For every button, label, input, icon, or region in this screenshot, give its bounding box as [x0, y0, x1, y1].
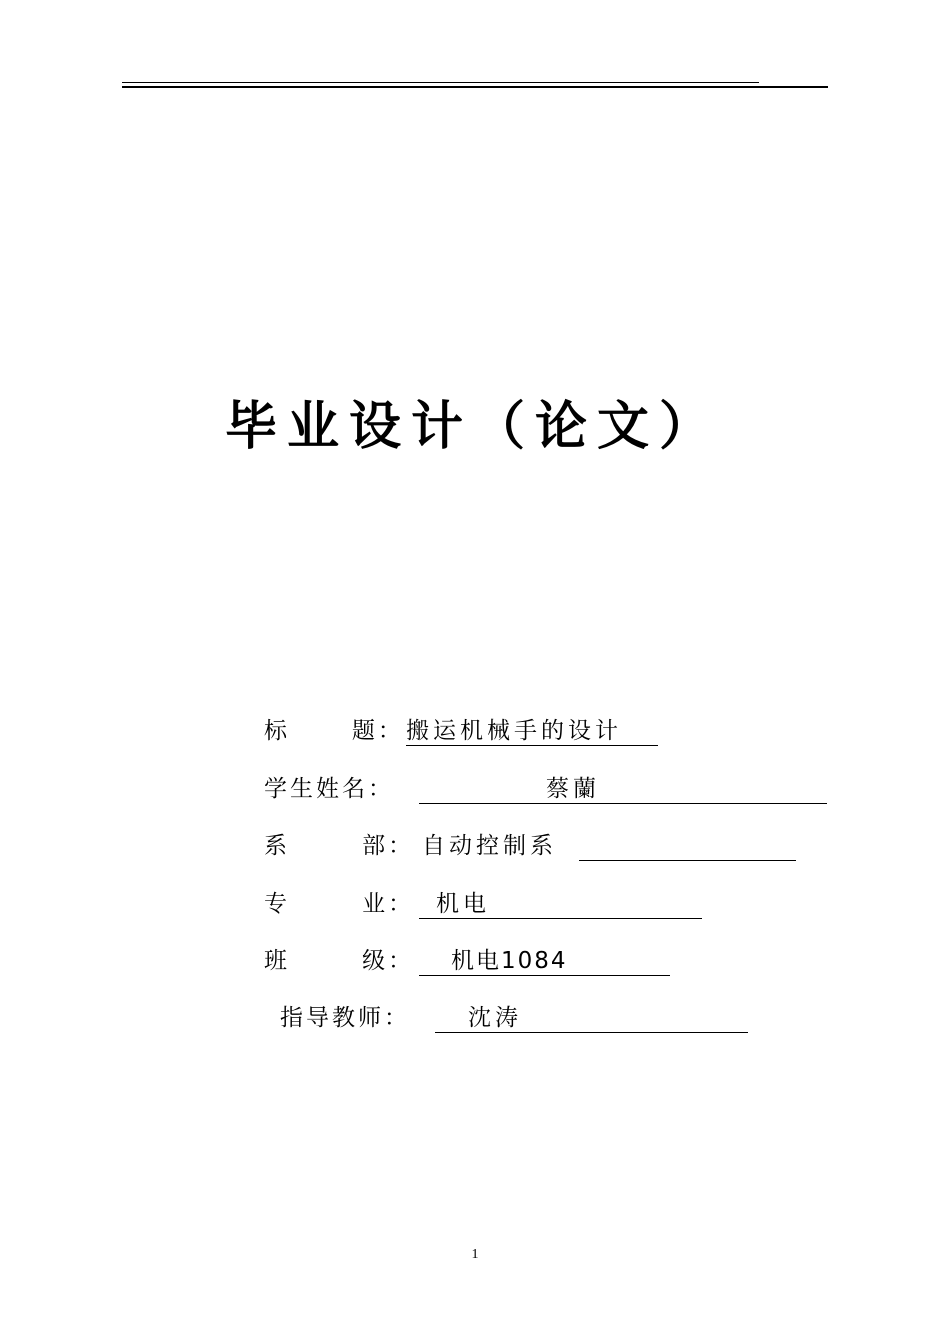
document-title: 毕业设计（论文）	[225, 397, 722, 457]
class-value: 机电1084	[451, 948, 568, 974]
department-value: 自动控制系	[422, 833, 557, 859]
info-row-title	[264, 714, 684, 748]
info-row-class	[264, 944, 684, 978]
major-label: 专 业：	[264, 891, 415, 917]
advisor-underline	[435, 1032, 748, 1033]
info-row-department	[264, 829, 804, 863]
info-row-advisor	[280, 1001, 760, 1035]
department-label: 系 部：	[264, 833, 415, 859]
info-row-student	[264, 772, 834, 806]
department-underline	[579, 860, 796, 861]
info-row-major	[264, 887, 714, 921]
class-label: 班 级：	[264, 948, 415, 974]
major-underline	[419, 918, 702, 919]
student-underline	[419, 803, 827, 804]
title-label: 标 题：	[264, 718, 404, 744]
header-rule-thick	[122, 86, 828, 88]
page-number: 1	[471, 1247, 479, 1262]
advisor-label: 指导教师：	[280, 1005, 410, 1031]
student-label: 学生姓名：	[264, 776, 394, 802]
header-rule-thin	[122, 82, 759, 83]
student-value: 蔡蘭	[546, 776, 600, 802]
major-value: 机电	[436, 891, 490, 917]
title-underline	[406, 745, 658, 746]
advisor-value: 沈涛	[468, 1005, 522, 1031]
class-underline	[419, 975, 670, 976]
title-value: 搬运机械手的设计	[406, 718, 622, 744]
